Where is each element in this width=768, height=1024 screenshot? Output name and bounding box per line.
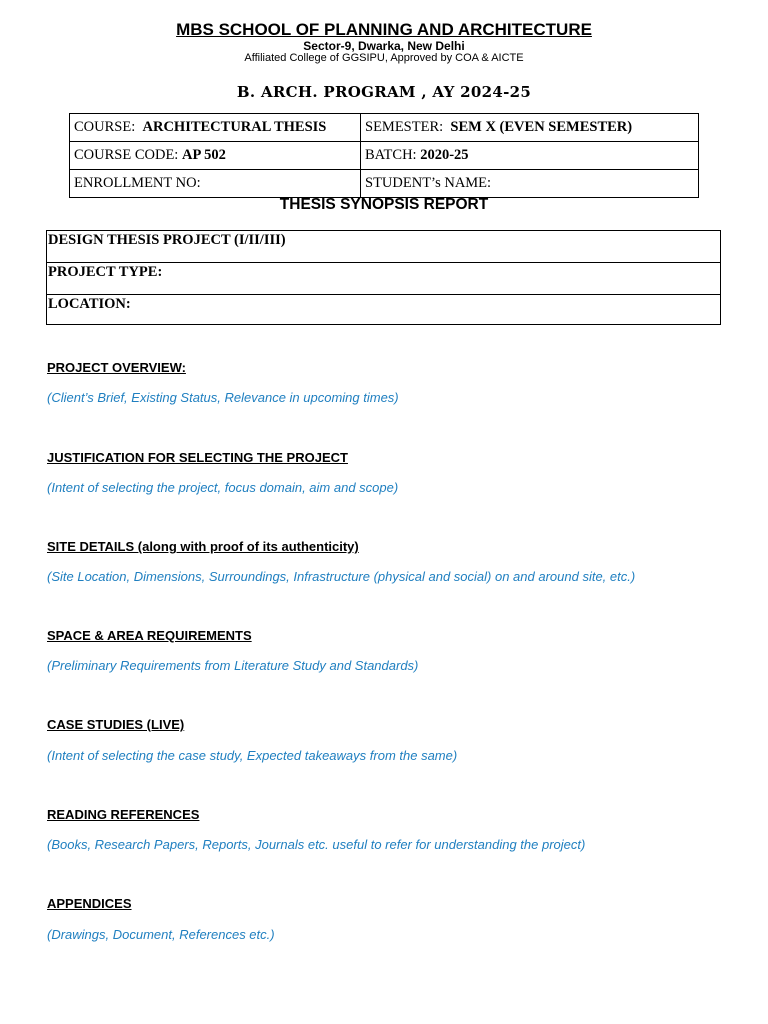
course-code-label: COURSE CODE: bbox=[74, 147, 179, 163]
section-hint-reading-references: (Books, Research Papers, Reports, Journals etc. useful to refer for understanding the project) bbox=[47, 837, 586, 852]
section-heading-space-area: SPACE & AREA REQUIREMENTS bbox=[47, 628, 252, 643]
project-type-label: PROJECT TYPE: bbox=[48, 264, 163, 280]
table-row bbox=[70, 114, 699, 142]
section-hint-site-details: (Site Location, Dimensions, Surroundings, Infrastructure (physical and social) on and around site, etc.) bbox=[47, 569, 636, 584]
semester-label: SEMESTER: bbox=[365, 119, 444, 135]
section-hint-case-studies: (Intent of selecting the case study, Expected takeaways from the same) bbox=[47, 748, 458, 763]
course-label: COURSE: bbox=[74, 119, 136, 135]
section-heading-reading-references: READING REFERENCES bbox=[47, 807, 200, 822]
section-hint-project-overview: (Client’s Brief, Existing Status, Relevance in upcoming times) bbox=[47, 390, 399, 405]
project-details-box bbox=[46, 230, 721, 325]
location-label: LOCATION: bbox=[48, 296, 131, 312]
course-code-cell bbox=[70, 142, 361, 170]
student-name-label: STUDENT’s NAME: bbox=[365, 175, 492, 191]
semester-cell bbox=[361, 114, 699, 142]
school-name: MBS SCHOOL OF PLANNING AND ARCHITECTURE bbox=[176, 20, 592, 39]
course-info-table bbox=[69, 113, 699, 198]
section-heading-case-studies: CASE STUDIES (LIVE) bbox=[47, 717, 185, 732]
semester-value: SEM X (EVEN SEMESTER) bbox=[450, 119, 633, 135]
batch-value: 2020-25 bbox=[420, 147, 469, 163]
section-hint-justification: (Intent of selecting the project, focus domain, aim and scope) bbox=[47, 480, 399, 495]
section-heading-site-details: SITE DETAILS (along with proof of its authenticity) bbox=[47, 539, 359, 554]
affiliation-line: Affiliated College of GGSIPU, Approved by COA & AICTE bbox=[244, 52, 524, 64]
batch-label: BATCH: bbox=[365, 147, 417, 163]
section-heading-appendices: APPENDICES bbox=[47, 896, 132, 911]
batch-cell bbox=[361, 142, 699, 170]
course-cell bbox=[70, 114, 361, 142]
program-title: B. ARCH. PROGRAM , AY 2024-25 bbox=[236, 83, 532, 101]
project-type-row bbox=[47, 263, 720, 295]
student-name-cell bbox=[361, 170, 699, 198]
section-heading-justification: JUSTIFICATION FOR SELECTING THE PROJECT bbox=[47, 450, 348, 465]
design-thesis-label: DESIGN THESIS PROJECT (I/II/III) bbox=[48, 232, 286, 248]
table-row bbox=[70, 170, 699, 198]
section-heading-project-overview: PROJECT OVERVIEW: bbox=[47, 360, 186, 375]
enrollment-cell bbox=[70, 170, 361, 198]
table-row bbox=[70, 142, 699, 170]
location-row bbox=[47, 295, 720, 327]
section-hint-space-area: (Preliminary Requirements from Literature Study and Standards) bbox=[47, 658, 419, 673]
course-code-value: AP 502 bbox=[181, 147, 226, 163]
school-address: Sector-9, Dwarka, New Delhi bbox=[303, 39, 465, 53]
report-title: THESIS SYNOPSIS REPORT bbox=[279, 196, 489, 213]
enrollment-label: ENROLLMENT NO: bbox=[74, 175, 201, 191]
course-value: ARCHITECTURAL THESIS bbox=[142, 119, 327, 135]
design-thesis-row bbox=[47, 231, 720, 263]
section-hint-appendices: (Drawings, Document, References etc.) bbox=[47, 927, 275, 942]
